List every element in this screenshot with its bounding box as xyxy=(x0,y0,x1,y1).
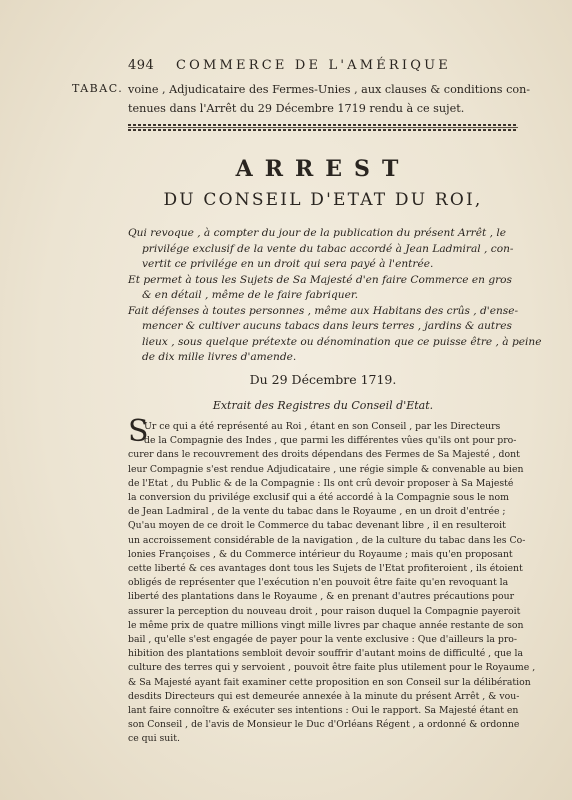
margin-note: TABAC. xyxy=(72,82,124,95)
summary-line: lieux , sous quelque prétexte ou dénomination que ce puisse être , à peine xyxy=(142,335,542,348)
page-number: 494 xyxy=(128,58,155,73)
document-subtitle: DU CONSEIL D'ETAT DU ROI, xyxy=(163,190,483,210)
body-line: de la Compagnie des Indes , que parmi les différentes vûes qu'ils ont pour pro- xyxy=(144,435,517,447)
running-title: COMMERCE DE L'AMÉRIQUE xyxy=(176,58,451,73)
body-line: hibition des plantations sembloit devoir souffrir d'autant moins de difficulté , que la xyxy=(128,648,523,660)
body-line: desdits Directeurs qui est demeurée annexée à la minute du présent Arrêt , & vou- xyxy=(128,690,520,702)
body-line: le même prix de quatre millions vingt mille livres par chaque année restante de son xyxy=(128,619,524,631)
body-line: bail , qu'elle s'est engagée de payer pour la vente exclusive : Que d'ailleurs la pro- xyxy=(128,634,518,646)
intro-paragraph xyxy=(128,80,531,118)
body-line: lant faire connoître & exécuter ses intentions : Oui le rapport. Sa Majesté étant en xyxy=(128,705,519,717)
decree-date: Du 29 Décembre 1719. xyxy=(249,372,397,387)
intro-line: voine , Adjudicataire des Fermes-Unies , aux clauses & conditions con- xyxy=(128,83,531,96)
summary-line: de dix mille livres d'amende. xyxy=(142,351,297,363)
summary-line: Et permet à tous les Sujets de Sa Majesté d'en faire Commerce en gros xyxy=(128,273,512,286)
body-line: & Sa Majesté ayant fait examiner cette proposition en son Conseil sur la délibération xyxy=(128,676,531,688)
body-line: Ur ce qui a été représenté au Roi , étant en son Conseil , par les Directeurs xyxy=(144,421,501,432)
summary-line: mencer & cultiver aucuns tabacs dans leurs terres , jardins & autres xyxy=(142,320,512,332)
summary-line: Fait défenses à toutes personnes , même aux Habitans des crûs , d'ense- xyxy=(128,304,519,317)
body-line: de l'Etat , du Public & de la Compagnie : Ils ont crû devoir proposer à Sa Majesté xyxy=(128,477,514,489)
summary-line: Qui revoque , à compter du jour de la publication du présent Arrêt , le xyxy=(128,227,507,239)
body-line: Qu'au moyen de ce droit le Commerce du tabac devenant libre , il en resulteroit xyxy=(128,520,506,532)
body-line: curer dans le recouvrement des droits dépendans des Fermes de Sa Majesté , dont xyxy=(128,449,520,461)
body-line: leur Compagnie s'est rendue Adjudicataire , une régie simple & convenable au bien xyxy=(128,463,524,475)
ornamental-rule xyxy=(128,124,518,131)
summary-block xyxy=(128,226,542,366)
body-line: de Jean Ladmiral , de la vente du tabac dans le Royaume , en un droit d'entrée ; xyxy=(128,506,506,518)
body-line: ce qui suit. xyxy=(128,733,180,745)
extract-heading: Extrait des Registres du Conseil d'Etat. xyxy=(212,399,434,412)
body-line: son Conseil , de l'avis de Monsieur le Duc d'Orléans Régent , a ordonné & ordonne xyxy=(128,719,520,731)
intro-line: tenues dans l'Arrêt du 29 Décembre 1719 rendu à ce sujet. xyxy=(128,102,465,115)
body-line: liberté des plantations dans le Royaume , & en prenant d'autres précautions pour xyxy=(128,591,515,603)
body-text xyxy=(128,414,536,747)
body-line: lonies Françoises , & du Commerce intérieur du Royaume ; mais qu'en proposant xyxy=(128,548,513,560)
summary-line: privilége exclusif de la vente du tabac accordé à Jean Ladmiral , con- xyxy=(142,242,514,255)
summary-line: vertit ce privilége en un droit qui sera payé à l'entrée. xyxy=(142,258,434,270)
body-line: la conversion du privilége exclusif qui a été accordé à la Compagnie sous le nom xyxy=(128,492,509,504)
running-header xyxy=(128,58,508,78)
body-line: obligés de représenter que l'exécution n'en pouvoit être faite qu'en revoquant la xyxy=(128,577,509,589)
summary-line: & en détail , même de le faire fabriquer. xyxy=(142,289,359,301)
body-line: culture des terres qui y servoient , pouvoit être faite plus utilement pour le Royaume , xyxy=(128,662,536,674)
document-title: ARREST xyxy=(235,156,411,182)
drop-cap: S xyxy=(128,414,149,449)
body-line: un accroissement considérable de la navigation , de la culture du tabac dans les Co- xyxy=(128,534,526,546)
body-line: cette liberté & ces avantages dont tous les Sujets de l'Etat profiteroient , ils étoient xyxy=(128,563,523,575)
body-line: assurer la perception du nouveau droit , pour raison duquel la Compagnie payeroit xyxy=(128,605,521,617)
